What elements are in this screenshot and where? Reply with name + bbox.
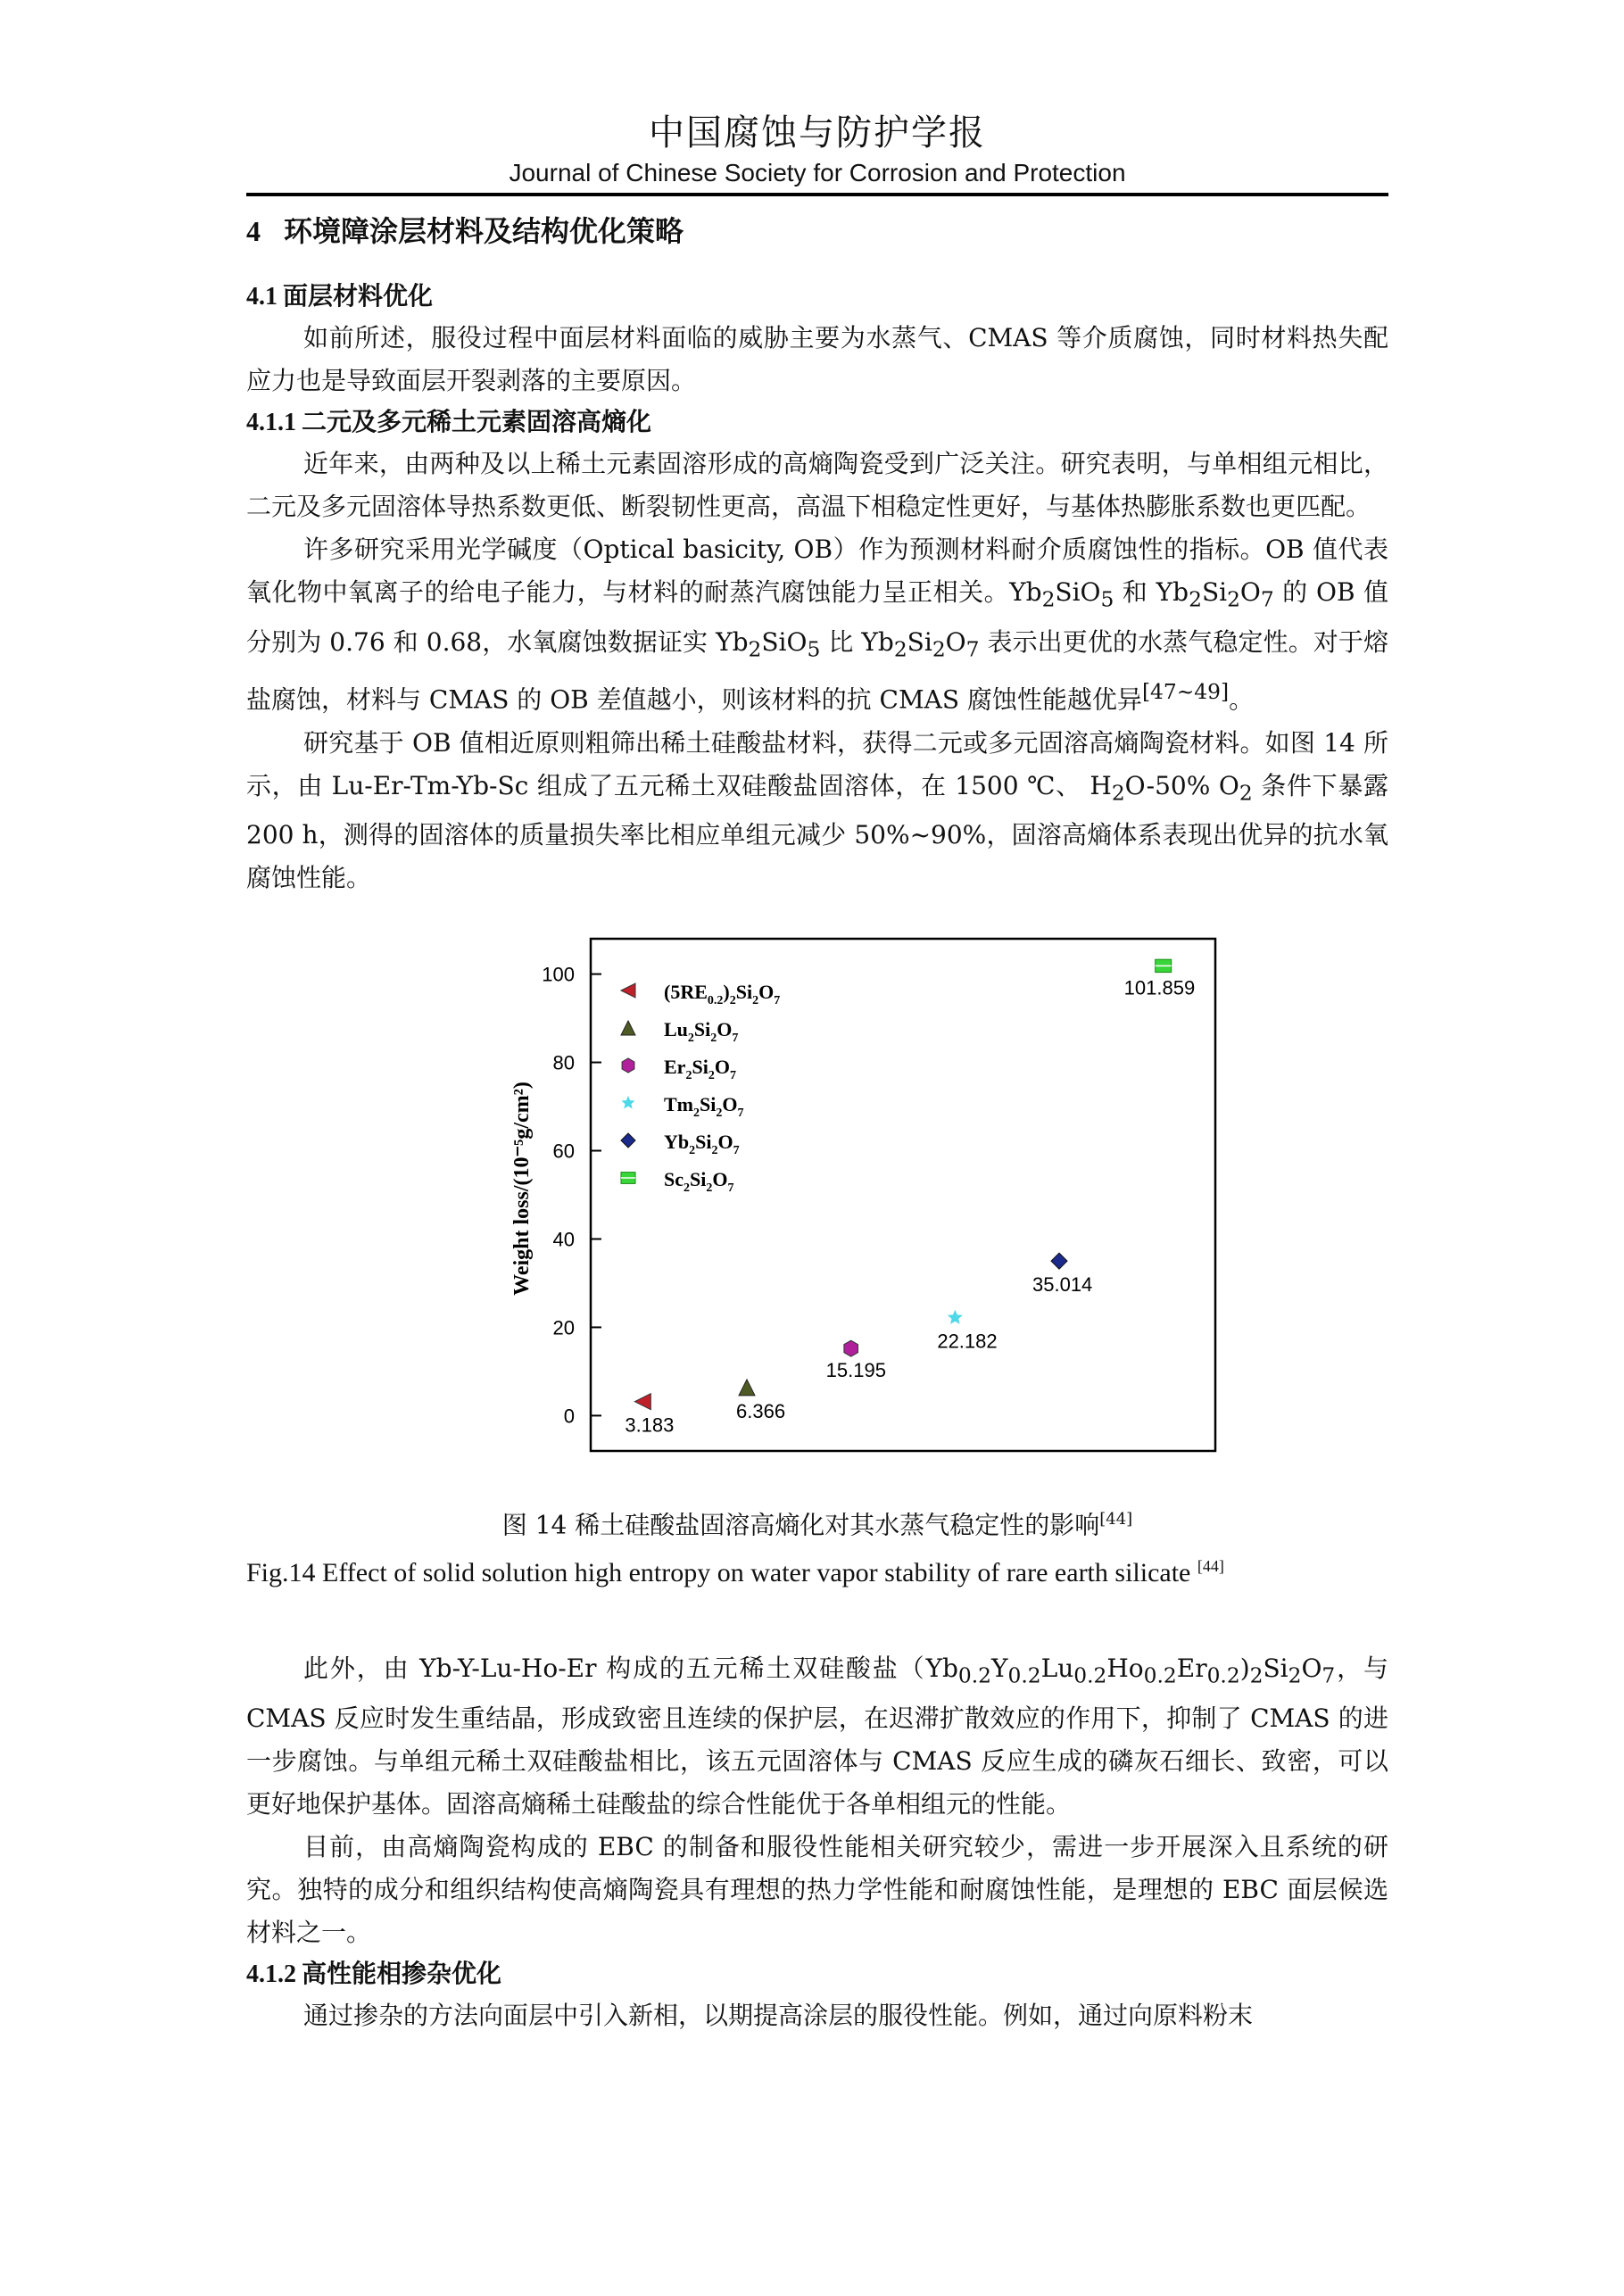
text-run: ) xyxy=(1239,1654,1250,1684)
subscript: 2 xyxy=(1111,780,1125,806)
legend-label-part: O xyxy=(717,1131,733,1154)
weight-loss-chart xyxy=(246,921,1388,1492)
paragraph-4 xyxy=(246,722,1388,900)
legend-label-part: 2 xyxy=(693,1107,700,1121)
legend-label-part: 7 xyxy=(732,1032,739,1046)
subscript: 2 xyxy=(1288,1663,1302,1689)
legend-label-part: Sc xyxy=(664,1168,684,1191)
figure-14 xyxy=(246,921,1388,1492)
subsection-title: 高性能相掺杂优化 xyxy=(302,1959,502,1989)
subsection-4-1-1-heading xyxy=(246,402,1388,443)
text-run: SiO xyxy=(1055,577,1101,607)
legend-label xyxy=(664,1018,738,1045)
text-run: Si xyxy=(1201,577,1228,607)
legend-label-part: Er xyxy=(664,1056,686,1079)
subsection-number: 4.1.1 xyxy=(246,409,296,436)
text-run: 的 OB 值分别为 0.76 和 0.68，水氧腐蚀数据证实 Yb xyxy=(246,577,1388,657)
y-tick-label: 100 xyxy=(542,963,575,986)
legend-label-part: O xyxy=(714,1056,730,1079)
figure-caption-en xyxy=(246,1546,1388,1594)
legend-label xyxy=(664,1056,736,1082)
y-tick-label: 80 xyxy=(552,1051,575,1074)
subscript: 0.2 xyxy=(957,1663,992,1689)
paragraph-1: 如前所述，服役过程中面层材料面临的威胁主要为水蒸气、CMAS 等介质腐蚀，同时材料热失配应力也是导致面层开裂剥落的主要原因。 xyxy=(246,323,1388,395)
data-label: 101.859 xyxy=(1123,976,1196,999)
text-run: 比 Yb xyxy=(820,626,894,657)
subscript: 0.2 xyxy=(1206,1663,1240,1689)
legend-label-part: 0.2 xyxy=(707,994,724,1008)
legend-label-part: 7 xyxy=(729,1069,736,1083)
legend xyxy=(621,981,780,1195)
y-tick-label: 20 xyxy=(552,1316,575,1339)
text-run: O xyxy=(1301,1654,1322,1684)
subscript: 7 xyxy=(965,636,980,662)
legend-label-part: ) xyxy=(723,981,730,1004)
legend-label-part: 2 xyxy=(685,1069,692,1083)
subscript: 5 xyxy=(1100,586,1114,612)
citation: [47~49] xyxy=(1141,679,1230,705)
subscript: 7 xyxy=(1260,586,1274,612)
subscript: 2 xyxy=(893,636,907,662)
data-point xyxy=(739,1380,755,1396)
legend-label-part: 7 xyxy=(737,1107,744,1121)
text-run: 此外，由 Yb-Y-Lu-Ho-Er 构成的五元稀土双硅酸盐（Yb xyxy=(303,1654,958,1684)
legend-label xyxy=(664,1168,733,1195)
legend-label-part: O xyxy=(722,1093,738,1116)
text-run: 表示出更优的水蒸气稳定性。对于熔盐腐蚀，材料与 CMAS 的 OB 差值越小，则该材料的抗 CMAS 腐蚀性能越优异 xyxy=(246,626,1388,715)
citation: [44] xyxy=(1099,1510,1133,1529)
text-run: SiO xyxy=(761,626,808,657)
point-marker xyxy=(621,1096,634,1108)
paragraph-5 xyxy=(246,1647,1388,1826)
legend-label-part: O xyxy=(758,981,775,1004)
legend-label-part: 2 xyxy=(687,1032,694,1046)
y-axis xyxy=(542,964,601,1428)
legend-label-part: O xyxy=(717,1018,733,1041)
subsection-title: 二元及多元稀土元素固溶高熵化 xyxy=(302,407,652,436)
paragraph-2: 近年来，由两种及以上稀土元素固溶形成的高熵陶瓷受到广泛关注。研究表明，与单相组元相比，二元及多元固溶体导热系数更低、断裂韧性更高，高温下相稳定性更好，与基体热膨胀系数也更匹配。 xyxy=(246,449,1388,521)
legend-label xyxy=(664,981,780,1007)
subscript: 2 xyxy=(932,636,946,662)
journal-header xyxy=(246,109,1388,189)
legend-label-part: Yb xyxy=(664,1131,690,1154)
legend-label-part: 2 xyxy=(708,1069,715,1083)
legend-label xyxy=(664,1131,740,1157)
point-marker xyxy=(948,1310,963,1324)
subscript: 5 xyxy=(807,636,821,662)
legend-label-part: Si xyxy=(700,1093,717,1116)
legend-label-part: 2 xyxy=(684,1181,690,1196)
point-marker xyxy=(621,1021,635,1035)
data-label: 6.366 xyxy=(736,1400,786,1423)
legend-label-part: 2 xyxy=(752,994,759,1008)
subscript: 2 xyxy=(1041,586,1056,612)
data-label: 35.014 xyxy=(1032,1273,1093,1297)
legend-label-part: Si xyxy=(692,1056,708,1079)
text-run: 和 Yb xyxy=(1114,577,1189,607)
y-tick-label: 40 xyxy=(552,1228,575,1251)
point-marker xyxy=(739,1380,755,1396)
header-rule xyxy=(246,193,1388,196)
subsection-number: 4.1.2 xyxy=(246,1960,296,1989)
legend-label-part: 2 xyxy=(689,1144,696,1158)
subsection-title: 面层材料优化 xyxy=(283,281,434,311)
y-tick-label: 0 xyxy=(563,1405,575,1428)
data-point xyxy=(948,1310,963,1324)
subsection-4-1-2-heading xyxy=(246,1954,1388,1994)
point-marker xyxy=(621,1133,635,1148)
legend-label-part: (5RE xyxy=(664,981,708,1004)
legend-label-part: Si xyxy=(690,1168,707,1191)
point-marker xyxy=(1051,1253,1067,1269)
text-run: Ho xyxy=(1106,1654,1144,1684)
paragraph-3 xyxy=(246,528,1388,722)
figure-caption-cn xyxy=(246,1499,1388,1546)
data-point xyxy=(1156,959,1172,972)
subsection-number: 4.1 xyxy=(246,283,278,311)
data-point xyxy=(844,1340,858,1356)
text-run: 研究基于 OB 值相近原则粗筛出稀土硅酸盐材料，获得二元或多元固溶高熵陶瓷材料。如图 14 所示，由 Lu-Er-Tm-Yb-Sc 组成了五元稀土双硅酸盐固溶体，在 1500 ℃、 H xyxy=(246,727,1388,800)
text-run: Er xyxy=(1176,1654,1207,1684)
point-marker xyxy=(622,1058,634,1073)
point-marker xyxy=(844,1340,858,1356)
y-tick-label: 60 xyxy=(552,1140,575,1163)
legend-label-part: 7 xyxy=(733,1144,740,1158)
legend-label-part: Tm xyxy=(664,1093,693,1116)
legend-label-part: 7 xyxy=(727,1181,734,1196)
subscript: 2 xyxy=(1227,586,1240,612)
text-run: Y xyxy=(991,1654,1008,1684)
text-run: 。 xyxy=(1229,684,1255,715)
caption-text: 图 14 稀土硅酸盐固溶高熵化对其水蒸气稳定性的影响 xyxy=(501,1510,1100,1540)
subscript: 0.2 xyxy=(1007,1663,1041,1689)
journal-title-en: Journal of Chinese Society for Corrosion and Protection xyxy=(509,159,1126,186)
paragraph-6: 目前，由高熵陶瓷构成的 EBC 的制备和服役性能相关研究较少，需进一步开展深入且系统的研究。独特的成分和组织结构使高熵陶瓷具有理想的热力学性能和耐腐蚀性能，是理想的 EBC 面层候选材料之一。 xyxy=(246,1832,1388,1948)
subscript: 7 xyxy=(1322,1663,1336,1689)
legend-label-part: Si xyxy=(735,981,753,1004)
legend-label-part: 7 xyxy=(774,994,781,1008)
legend-label-part: Lu xyxy=(664,1018,688,1041)
subscript: 2 xyxy=(1189,586,1202,612)
text-run: Si xyxy=(907,626,932,657)
legend-label xyxy=(664,1093,743,1120)
data-label: 15.195 xyxy=(825,1359,886,1382)
text-run: 条件下暴露 200 h，测得的固溶体的质量损失率比相应单组元减少 50%~90%，固溶高熵体系表现出优异的抗水氧腐蚀性能。 xyxy=(246,770,1389,893)
subscript: 2 xyxy=(1239,780,1253,806)
legend-label-part: 2 xyxy=(716,1107,723,1121)
legend-label-part: O xyxy=(712,1168,728,1191)
text-run: Si xyxy=(1263,1654,1288,1684)
data-point xyxy=(634,1394,650,1410)
legend-label-part: 2 xyxy=(706,1181,713,1196)
text-run: O xyxy=(1239,577,1261,607)
section-heading xyxy=(246,209,1388,250)
caption-text: Fig.14 Effect of solid solution high entropy on water vapor stability of rare earth silicate xyxy=(246,1558,1197,1588)
text-run: O xyxy=(945,626,966,657)
plot-frame xyxy=(591,939,1215,1451)
spacer xyxy=(246,1594,1388,1647)
text-run: Lu xyxy=(1040,1654,1074,1684)
legend-label-part: Si xyxy=(693,1018,711,1041)
section-title: 环境障涂层材料及结构优化策略 xyxy=(284,214,684,248)
text-run: ，与 CMAS 反应时发生重结晶，形成致密且连续的保护层，在迟滞扩散效应的作用下，抑制了 CMAS 的进一步腐蚀。与单组元稀土双硅酸盐相比，该五元固溶体与 CMAS 反应生成的磷灰石细长、致密，可以更好地保护基体。固溶高熵稀土硅酸盐的综合性能优于各单相组元的性能。 xyxy=(246,1654,1388,1819)
legend-label-part: 2 xyxy=(711,1144,718,1158)
y-axis-label: Weight loss/(10⁻⁵g/cm²) xyxy=(510,1082,534,1296)
data-point xyxy=(1051,1253,1067,1269)
point-marker xyxy=(621,983,635,998)
subscript: 2 xyxy=(748,636,762,662)
section-number: 4 xyxy=(246,215,261,247)
text-run: 许多研究采用光学碱度（Optical basicity, OB）作为预测材料耐介质腐蚀性的指标。OB 值代表氧化物中氧离子的给电子能力，与材料的耐蒸汽腐蚀能力呈正相关。Yb xyxy=(246,535,1388,607)
data-label: 22.182 xyxy=(937,1330,998,1353)
subscript: 2 xyxy=(1249,1663,1264,1689)
data-label: 3.183 xyxy=(625,1413,675,1437)
subscript: 0.2 xyxy=(1143,1663,1177,1689)
citation: [44] xyxy=(1197,1557,1224,1576)
legend-label-part: 2 xyxy=(729,994,736,1008)
text-run: O-50% O xyxy=(1124,770,1239,800)
subsection-4-1-heading xyxy=(246,277,1388,317)
legend-label-part: Si xyxy=(695,1131,712,1154)
page xyxy=(246,0,1388,2037)
subscript: 0.2 xyxy=(1073,1663,1107,1689)
paragraph-7: 通过掺杂的方法向面层中引入新相，以期提高涂层的服役性能。例如，通过向原料粉末 xyxy=(303,2001,1254,2031)
legend-label-part: 2 xyxy=(710,1032,717,1046)
journal-title-cn: 中国腐蚀与防护学报 xyxy=(649,112,986,153)
point-marker xyxy=(634,1394,650,1410)
